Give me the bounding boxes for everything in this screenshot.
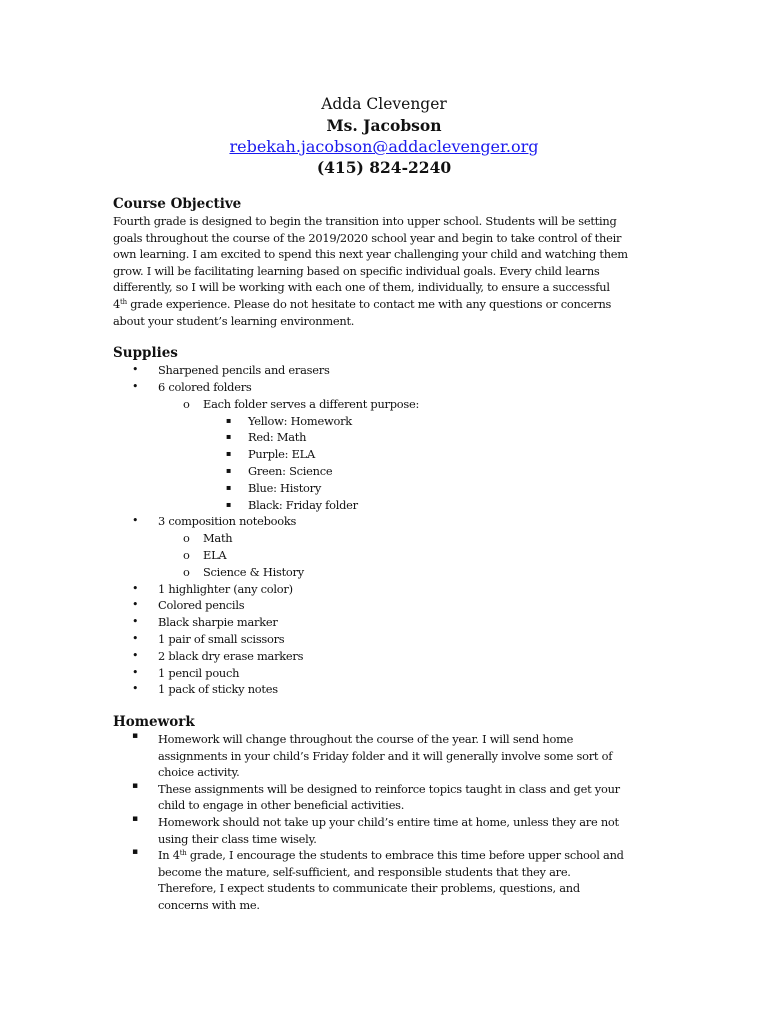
list-item: • 6 colored folders o Each folder serves a different purpose: ▪ Yellow: Homework ▪ Red: Math ▪ Purple: ELA ▪ Green: Science ▪ Blue: History ▪ Black: Friday folder xyxy=(113,379,658,513)
list-item: ▪ Blue: History xyxy=(226,480,322,495)
square-bullet-icon: ▪ xyxy=(226,499,232,509)
square-bullet-icon: ▪ xyxy=(226,432,232,442)
ordinal-number: In 4 xyxy=(158,848,180,863)
phone-number: (415) 824-2240 xyxy=(316,158,452,177)
list-item: ▪ Yellow: Homework xyxy=(226,413,352,428)
list-item: • Black sharpie marker xyxy=(132,615,278,630)
list-item: • Colored pencils xyxy=(132,598,245,613)
bullet-icon: • xyxy=(132,648,139,662)
sub-sub-list xyxy=(113,413,658,514)
email-link[interactable]: rebekah.jacobson@addaclevenger.org xyxy=(229,137,539,156)
bullet-icon: • xyxy=(132,363,139,377)
homework-heading: Homework xyxy=(113,714,195,731)
square-bullet-icon: ▪ xyxy=(226,465,232,475)
teacher-name: Ms. Jacobson xyxy=(326,116,442,135)
square-bullet-icon: ▪ xyxy=(132,847,139,858)
paragraph-line-text: grade experience. Please do not hesitate to contact me with any questions or concerns xyxy=(126,296,612,311)
list-item: o ELA xyxy=(183,547,227,562)
supplies-list xyxy=(113,362,658,698)
square-bullet-icon: ▪ xyxy=(226,449,232,459)
sub-list xyxy=(113,396,658,514)
list-item: ▪ Green: Science xyxy=(226,463,333,478)
bullet-icon: • xyxy=(132,665,139,679)
list-item: o Math xyxy=(183,531,233,546)
ordinal-suffix: th xyxy=(120,297,127,306)
bullet-icon: • xyxy=(132,615,139,629)
square-bullet-icon: ▪ xyxy=(132,731,139,742)
bullet-icon: • xyxy=(132,631,139,645)
list-item: • 1 pack of sticky notes xyxy=(132,682,278,697)
homework-list xyxy=(113,731,658,914)
document-header xyxy=(0,94,768,178)
square-bullet-icon: ▪ xyxy=(226,482,232,492)
bullet-icon: • xyxy=(132,514,139,528)
list-item: • 3 composition notebooks o Math o ELA o Science & History xyxy=(113,513,658,580)
paragraph-line: about your student’s learning environment. xyxy=(113,313,355,328)
list-item: ▪ Red: Math xyxy=(226,430,307,445)
list-item: o Each folder serves a different purpose: ▪ Yellow: Homework ▪ Red: Math ▪ Purple: ELA ▪ Green: Science ▪ Blue: History ▪ Black: Friday folder xyxy=(113,396,658,514)
square-bullet-icon: ▪ xyxy=(132,814,139,825)
bullet-icon: • xyxy=(132,581,139,595)
list-item: • 1 pair of small scissors xyxy=(132,631,285,646)
ordinal-number: 4 xyxy=(113,296,120,311)
paragraph-line: own learning. I am excited to spend this next year challenging your child and watching them xyxy=(113,247,628,262)
bullet-icon: • xyxy=(132,379,139,393)
list-item: ▪ Black: Friday folder xyxy=(226,497,358,512)
bullet-icon: • xyxy=(132,682,139,696)
list-item: ▪ Homework should not take up your child’s entire time at home, unless they are not using their class time wisely. xyxy=(132,814,619,846)
list-item: • 2 black dry erase markers xyxy=(132,648,304,663)
paragraph-line: grow. I will be facilitating learning based on specific individual goals. Every child learns xyxy=(113,263,600,278)
course-objective-heading: Course Objective xyxy=(113,196,242,212)
bullet-icon: • xyxy=(132,598,139,612)
paragraph-line: Fourth grade is designed to begin the transition into upper school. Students will be setting xyxy=(113,214,617,228)
ordinal-suffix: th xyxy=(179,849,187,858)
paragraph-line xyxy=(113,296,658,313)
sub-list xyxy=(113,530,658,580)
school-name: Adda Clevenger xyxy=(321,95,447,113)
circle-bullet-icon: o xyxy=(183,396,190,411)
paragraph-line: differently, so I will be working with each one of them, individually, to ensure a successful xyxy=(113,280,610,295)
supplies-heading: Supplies xyxy=(113,345,178,362)
list-item: ▪ In 4th grade, I encourage the students to embrace this time before upper school and become the mature, self-sufficient, and responsible students that they are. Therefore, I expect students to communicate their problems, questions, and concerns with me. xyxy=(132,847,624,913)
paragraph-line: goals throughout the course of the 2019/2020 school year and begin to take control of their xyxy=(113,230,622,245)
document-body xyxy=(113,196,658,914)
list-item: o Science & History xyxy=(183,564,304,579)
list-item: • 1 pencil pouch xyxy=(132,665,240,680)
list-item: ▪ Purple: ELA xyxy=(226,447,315,462)
list-item: ▪ Homework will change throughout the course of the year. I will send home assignments in your child’s Friday folder and it will generally involve some sort of choice activity. xyxy=(132,731,613,780)
course-objective-paragraph xyxy=(113,213,658,329)
square-bullet-icon: ▪ xyxy=(132,780,139,791)
circle-bullet-icon: o xyxy=(183,564,190,579)
square-bullet-icon: ▪ xyxy=(226,415,232,425)
circle-bullet-icon: o xyxy=(183,547,190,562)
list-item: • 1 highlighter (any color) xyxy=(132,581,293,596)
circle-bullet-icon: o xyxy=(183,531,190,546)
list-item: • Sharpened pencils and erasers xyxy=(132,363,330,378)
list-item: ▪ These assignments will be designed to reinforce topics taught in class and get your child to engage in other beneficial activities. xyxy=(132,780,620,813)
